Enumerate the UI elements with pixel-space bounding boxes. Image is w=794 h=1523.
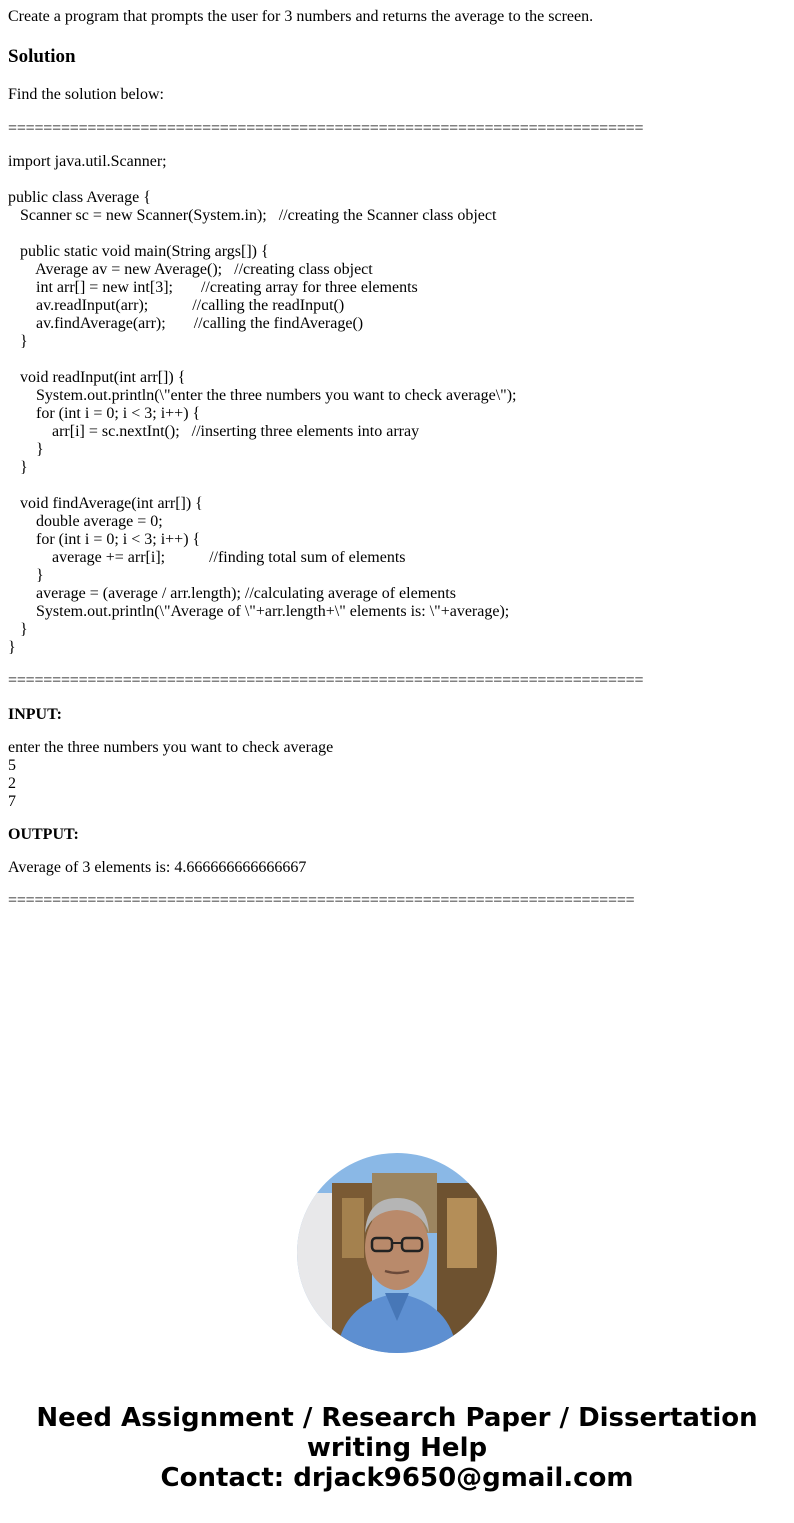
code-line: average = (average / arr.length); //calculating average of elements: [8, 585, 456, 602]
code-line: [8, 477, 788, 495]
code-line: void readInput(int arr[]) {: [8, 369, 186, 386]
banner-line-3: Contact: drjack9650@gmail.com: [160, 1463, 634, 1493]
input-block: [8, 739, 788, 811]
banner-line-1: Need Assignment / Research Paper / Dissertation: [36, 1403, 758, 1433]
code-line: for (int i = 0; i < 3; i++) {: [8, 405, 201, 422]
code-block: [8, 153, 788, 657]
code-line: }: [8, 621, 28, 638]
output-block: [8, 859, 788, 877]
code-line: av.findAverage(arr); //calling the findAverage(): [8, 315, 364, 332]
code-line: public static void main(String args[]) {: [8, 243, 269, 260]
code-line: int arr[] = new int[3]; //creating array for three elements: [8, 279, 418, 296]
code-line: }: [8, 459, 28, 476]
banner-line-2: writing Help: [306, 1433, 488, 1463]
code-line: }: [8, 333, 28, 350]
code-line: av.readInput(arr); //calling the readInput(): [8, 297, 345, 314]
input-label: INPUT:: [8, 706, 62, 723]
code-line: import java.util.Scanner;: [8, 153, 167, 170]
code-line: System.out.println(\"Average of \"+arr.length+\" elements is: \"+average);: [8, 603, 510, 620]
question-text: Create a program that prompts the user for 3 numbers and returns the average to the screen.: [8, 8, 594, 25]
output-label: OUTPUT:: [8, 826, 79, 843]
contact-banner: [0, 1403, 794, 1493]
solution-heading: Solution: [8, 46, 76, 67]
portrait-photo-icon: [297, 1153, 497, 1353]
code-line: }: [8, 639, 16, 656]
author-avatar: [297, 1153, 497, 1353]
code-line: public class Average {: [8, 189, 151, 206]
code-line: [8, 225, 788, 243]
code-line: void findAverage(int arr[]) {: [8, 495, 203, 512]
code-line: Average av = new Average(); //creating class object: [8, 261, 373, 278]
code-line: [8, 351, 788, 369]
divider-top: ========================================================================: [8, 120, 644, 137]
code-line: }: [8, 441, 44, 458]
input-line: 7: [8, 793, 16, 810]
divider-bottom: =======================================================================: [8, 892, 635, 909]
code-line: average += arr[i]; //finding total sum of elements: [8, 549, 406, 566]
code-line: System.out.println(\"enter the three numbers you want to check average\");: [8, 387, 517, 404]
output-text: Average of 3 elements is: 4.666666666666667: [8, 859, 307, 876]
code-line: arr[i] = sc.nextInt(); //inserting three elements into array: [8, 423, 420, 440]
code-line: for (int i = 0; i < 3; i++) {: [8, 531, 201, 548]
input-line: 5: [8, 757, 16, 774]
code-line: }: [8, 567, 44, 584]
document-body: [8, 0, 788, 911]
code-line: double average = 0;: [8, 513, 163, 530]
input-line: enter the three numbers you want to check average: [8, 739, 334, 756]
code-line: [8, 171, 788, 189]
divider-middle: ========================================================================: [8, 672, 644, 689]
code-line: Scanner sc = new Scanner(System.in); //creating the Scanner class object: [8, 207, 497, 224]
input-line: 2: [8, 775, 16, 792]
intro-text: Find the solution below:: [8, 86, 164, 103]
